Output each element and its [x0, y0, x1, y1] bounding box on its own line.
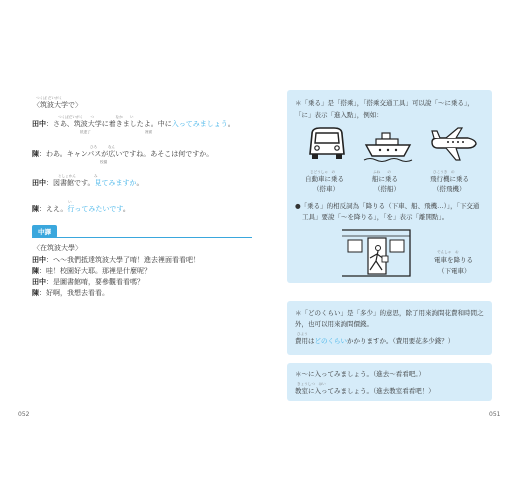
- note2-line3: [295, 337, 454, 346]
- dialogue-line-2: [32, 150, 213, 159]
- dialogue-ruby-1: つくばだいがく つ なか い: [58, 115, 134, 119]
- translation-scene: 〈在筑波大學〉: [33, 244, 82, 252]
- page-number-right: 051: [489, 411, 501, 418]
- vehicle-zh-2: （搭船）: [374, 185, 400, 193]
- dialogue-line-1: [32, 120, 235, 129]
- highlight-phrase: どのくらい: [314, 337, 347, 345]
- example-text: かかりますか。（費用要花多少錢？）: [347, 337, 455, 345]
- highlight-phrase: 行ってみたいです: [67, 205, 123, 213]
- speaker: 陳: [32, 267, 39, 275]
- translation-tag: 中譯: [32, 225, 57, 238]
- scene-title: 〈筑波大学で〉: [33, 101, 82, 109]
- vehicle-jp-3: 飛行機に乗る: [430, 175, 469, 183]
- highlight-phrase: 見てみますか: [94, 179, 137, 187]
- vehicle-zh-3: （搭飛機）: [433, 185, 466, 193]
- dialogue-text: ：わあ。キャンパスが広いですね。あそこは何ですか。: [39, 150, 214, 158]
- train-ruby: でんしゃ お: [437, 250, 459, 254]
- speaker: 田中: [32, 278, 46, 286]
- dialogue-end: 。: [122, 205, 130, 213]
- ship-icon: [364, 130, 412, 164]
- scene-ruby: つくば だいがく: [36, 96, 63, 100]
- dialogue-end: 。: [136, 179, 144, 187]
- dialogue-end: 。: [227, 120, 235, 128]
- note1-line1: ＊「乗る」是「搭乘」，「搭乘交通工具」可以說「～に乗る」，: [295, 99, 474, 107]
- vehicle-zh-1: （搭車）: [313, 185, 339, 193]
- speaker: 陳: [32, 289, 39, 297]
- page-number-left: 052: [18, 411, 30, 418]
- note-inside: 裡面: [145, 130, 153, 134]
- example-text: 費用は: [295, 337, 315, 345]
- car-icon: [306, 126, 348, 164]
- note2-line2: 外，也可以用來詢問價錢。: [295, 320, 373, 328]
- dialogue-ruby-4: い: [68, 200, 72, 204]
- dialogue-text: ：さあ、筑波大学に着きましたよ。: [46, 120, 158, 128]
- note2-line1: ＊「どのくらい」是「多少」的意思，除了用來詢問花費和時間之: [295, 309, 484, 317]
- dialogue-text: ：図書館です。: [46, 179, 95, 187]
- translation-text: ：好啊，我想去看看。: [39, 289, 109, 297]
- dialogue-ruby-2: ひろ なん: [90, 145, 116, 149]
- vehicle-jp-1: 自動車に乗る: [305, 175, 344, 183]
- train-jp: 電車を降りる: [434, 256, 473, 264]
- translation-line-2: [32, 267, 151, 276]
- note2-ruby: ひよう: [297, 332, 308, 336]
- translation-text: ：へ～我們抵達筑波大學了唷！進去裡面看看吧！: [46, 256, 200, 264]
- vehicle-ruby-1: じどうしゃ の: [310, 170, 336, 174]
- translation-line-3: [32, 278, 144, 287]
- translation-text: ：是圖書館唷，要參觀看看嗎？: [46, 278, 144, 286]
- vehicle-jp-2: 船に乗る: [372, 175, 398, 183]
- vehicle-ruby-2: ふね の: [373, 170, 391, 174]
- highlight-phrase: 入ってみましょう: [171, 120, 228, 128]
- tag-underline: [32, 237, 252, 238]
- airplane-icon: [428, 128, 478, 162]
- dialogue-line-3: [32, 179, 143, 188]
- note1-line4: 工具」要說「～を降りる」，「を」表示「離開點」。: [302, 213, 449, 221]
- speaker: 田中: [32, 120, 46, 128]
- speaker: 田中: [32, 179, 46, 187]
- note3-line1: ＊～に入ってみましょう。（進去～看看吧。）: [295, 370, 425, 378]
- train-zh: （下電車）: [438, 267, 471, 275]
- note1-line2: 「に」表示「進入點」，例如：: [295, 111, 383, 119]
- dialogue-text: 中に: [157, 120, 172, 128]
- speaker: 陳: [32, 205, 39, 213]
- note1-line3: ●「乗る」的相反詞為「降りる（下車、船、飛機…）」，「下交通: [295, 202, 480, 210]
- note-arrive: 抵達了: [80, 130, 91, 134]
- translation-line-4: [32, 289, 109, 298]
- dialogue-ruby-3: としょかん み: [58, 174, 98, 178]
- dialogue-line-4: [32, 205, 130, 214]
- note-campus: 校園: [100, 160, 108, 164]
- dialogue-text: ：ええ。: [39, 205, 68, 213]
- train-exit-illustration: [340, 226, 430, 278]
- speaker: 田中: [32, 256, 46, 264]
- note3-ruby: きょうしつ はい: [297, 382, 326, 386]
- speaker: 陳: [32, 150, 39, 158]
- translation-line-1: [32, 256, 200, 265]
- vehicle-ruby-3: ひこうき の: [433, 170, 455, 174]
- note3-line2: 教室に入ってみましょう。（進去教室看看吧！）: [295, 387, 435, 395]
- translation-text: ：哇！校園好大耶。那裡是什麼呢？: [39, 267, 151, 275]
